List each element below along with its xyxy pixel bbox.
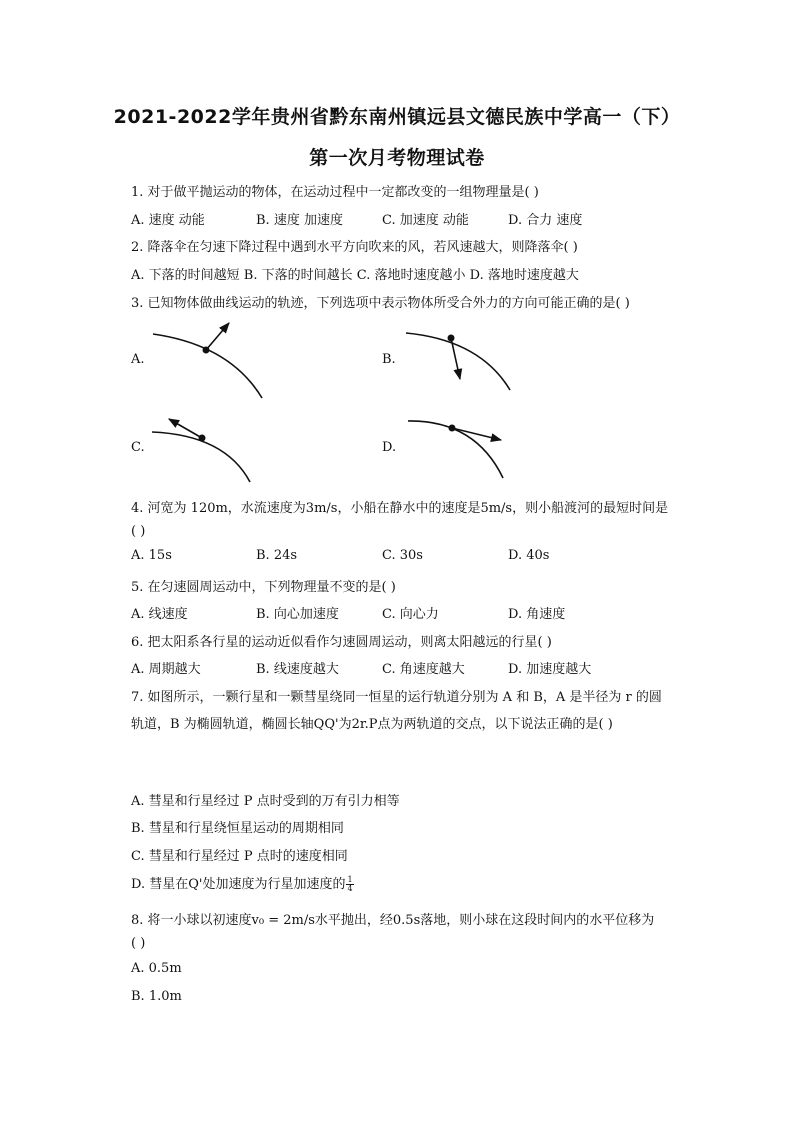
question-6-stem: 6. 把太阳系各行星的运动近似看作匀速圆周运动，则离太阳越远的行星( ) bbox=[131, 635, 552, 650]
question-3-stem: 3. 已知物体做曲线运动的轨迹，下列选项中表示物体所受合外力的方向可能正确的是( ) bbox=[131, 296, 630, 311]
q3-figure-a-label: A. bbox=[131, 352, 145, 367]
q1-option-a: A. 速度 动能 bbox=[131, 213, 205, 228]
question-2-stem: 2. 降落伞在匀速下降过程中遇到水平方向吹来的风，若风速越大，则降落伞( ) bbox=[131, 240, 578, 255]
question-8-stem-line2: ( ) bbox=[131, 936, 146, 951]
q8-option-b: B. 1.0m bbox=[131, 989, 182, 1004]
q7-fraction bbox=[346, 876, 353, 893]
question-1-stem: 1. 对于做平抛运动的物体，在运动过程中一定都改变的一组物理量是( ) bbox=[131, 185, 539, 200]
q7-option-a: A. 彗星和行星经过 P 点时受到的万有引力相等 bbox=[131, 794, 400, 809]
q6-option-a: A. 周期越大 bbox=[131, 662, 201, 677]
q3-d-force-arrow bbox=[452, 428, 501, 440]
q7-option-d bbox=[131, 873, 354, 893]
q3-b-force-arrow bbox=[451, 338, 460, 379]
q1-option-d: D. 合力 速度 bbox=[508, 213, 583, 228]
q3-b-trajectory bbox=[406, 333, 510, 390]
page-title-line2: 第一次月考物理试卷 bbox=[309, 147, 485, 169]
q3-c-point bbox=[199, 435, 206, 442]
q3-c-trajectory bbox=[152, 432, 250, 482]
q3-c-force-arrow bbox=[169, 419, 202, 438]
q4-option-b: B. 24s bbox=[256, 548, 298, 563]
q7-option-c: C. 彗星和行星经过 P 点时的速度相同 bbox=[131, 849, 348, 864]
q5-option-b: B. 向心加速度 bbox=[256, 607, 339, 622]
q4-option-c: C. 30s bbox=[382, 548, 423, 563]
question-4-stem-line2: ( ) bbox=[131, 524, 146, 539]
q2-options: A. 下落的时间越短 B. 下落的时间越长 C. 落地时速度越小 D. 落地时速度越大 bbox=[131, 268, 579, 283]
question-4-stem-line1: 4. 河宽为 120m，水流速度为3m/s，小船在静水中的速度是5m/s，则小船渡河的最短时间是 bbox=[131, 501, 669, 516]
q3-a-point bbox=[203, 347, 210, 354]
q8-option-a: A. 0.5m bbox=[131, 961, 182, 976]
q6-option-c: C. 角速度越大 bbox=[382, 662, 465, 677]
q3-figure-c-label: C. bbox=[131, 440, 145, 455]
q3-figure-d-label: D. bbox=[382, 440, 397, 455]
q7-fraction-denominator: 4 bbox=[347, 884, 353, 893]
q3-b-point bbox=[448, 335, 455, 342]
q3-a-force-arrow bbox=[206, 323, 229, 350]
q6-option-d: D. 加速度越大 bbox=[508, 662, 592, 677]
q5-option-a: A. 线速度 bbox=[131, 607, 188, 622]
question-8-stem-line1: 8. 将一小球以初速度v₀ = 2m/s水平抛出，经0.5s落地，则小球在这段时间内的水平位移为 bbox=[131, 913, 655, 928]
q1-option-c: C. 加速度 动能 bbox=[382, 213, 469, 228]
q1-option-b: B. 速度 加速度 bbox=[256, 213, 343, 228]
q4-option-a: A. 15s bbox=[131, 548, 172, 563]
q3-figure-b-label: B. bbox=[382, 352, 396, 367]
q5-option-d: D. 角速度 bbox=[508, 607, 566, 622]
q3-a-trajectory bbox=[153, 334, 262, 398]
q7-option-b: B. 彗星和行星绕恒星运动的周期相同 bbox=[131, 821, 344, 836]
question-5-stem: 5. 在匀速圆周运动中，下列物理量不变的是( ) bbox=[131, 580, 396, 595]
q5-option-c: C. 向心力 bbox=[382, 607, 439, 622]
q7-fraction-numerator: 1 bbox=[347, 875, 353, 884]
q6-option-b: B. 线速度越大 bbox=[256, 662, 339, 677]
q7-option-d-text: D. 彗星在Q'处加速度为行星加速度的 bbox=[131, 877, 346, 892]
q3-d-point bbox=[449, 425, 456, 432]
question-7-stem-line2: 轨道，B 为椭圆轨道，椭圆长轴QQ'为2r.P点为两轨道的交点，以下说法正确的是( ) bbox=[131, 717, 613, 732]
q3-d-trajectory bbox=[408, 421, 503, 478]
question-7-stem-line1: 7. 如图所示，一颗行星和一颗彗星绕同一恒星的运行轨道分别为 A 和 B，A 是半径为 r 的圆 bbox=[131, 690, 662, 705]
q4-option-d: D. 40s bbox=[508, 548, 550, 563]
page-title-line1: 2021-2022学年贵州省黔东南州镇远县文德民族中学高一（下） bbox=[113, 106, 681, 128]
